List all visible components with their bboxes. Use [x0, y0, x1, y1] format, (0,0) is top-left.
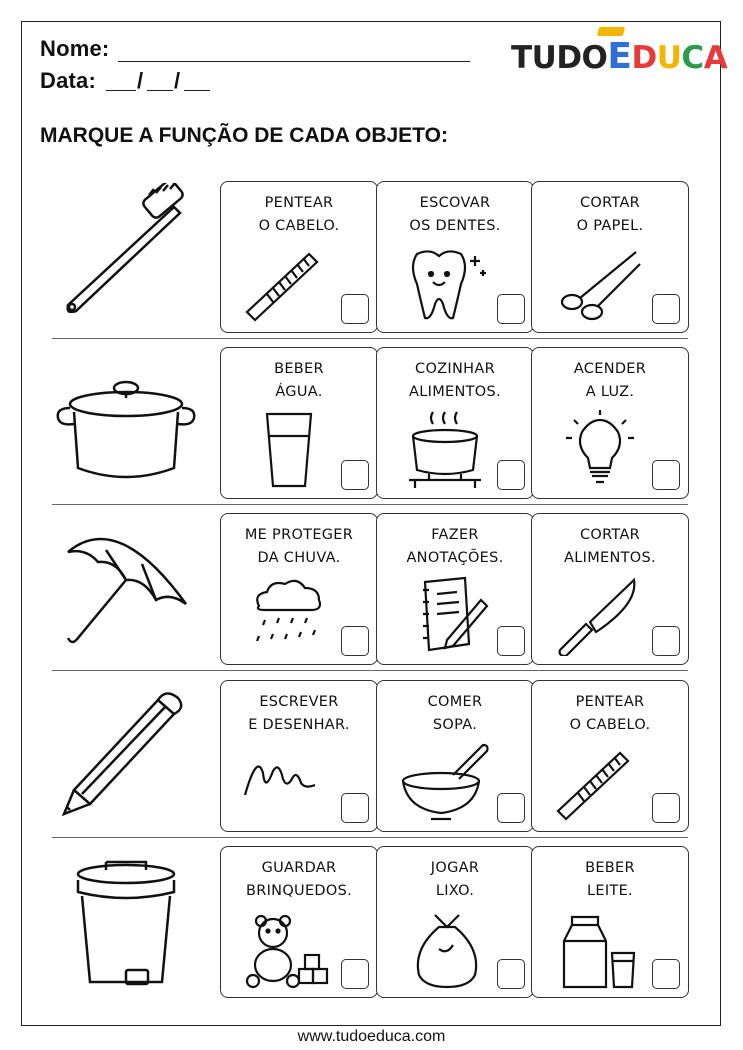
row-divider	[52, 504, 688, 505]
answer-checkbox[interactable]	[341, 959, 369, 989]
option-line1: BEBER	[585, 860, 635, 876]
option-line2: A LUZ.	[585, 384, 635, 400]
option-line1: PENTEAR	[264, 195, 334, 211]
option-line2: O CABELO.	[258, 218, 340, 234]
garbage-bag-icon	[395, 909, 495, 989]
option-line2: OS DENTES.	[409, 218, 501, 234]
option-line1: BEBER	[274, 361, 324, 377]
option-line1: ACENDER	[573, 361, 647, 377]
option-card[interactable]	[531, 181, 689, 333]
option-line1: ESCREVER	[259, 694, 339, 710]
option-card[interactable]	[531, 846, 689, 998]
option-line2: DA CHUVA.	[257, 550, 341, 566]
option-card[interactable]	[220, 846, 378, 998]
comb-icon	[239, 244, 339, 324]
answer-checkbox[interactable]	[497, 959, 525, 989]
milk-carton-icon	[550, 909, 650, 989]
answer-checkbox[interactable]	[341, 626, 369, 656]
option-card[interactable]	[376, 846, 534, 998]
option-line2: O CABELO.	[569, 717, 651, 733]
answer-checkbox[interactable]	[341, 294, 369, 324]
answer-checkbox[interactable]	[497, 460, 525, 490]
notebook-pencil-icon	[395, 576, 495, 656]
umbrella-icon	[46, 520, 206, 650]
page-title: MARQUE A FUNÇÃO DE CADA OBJETO:	[40, 124, 448, 147]
option-card[interactable]	[376, 513, 534, 665]
graduation-cap-icon	[597, 27, 625, 36]
option-line1: GUARDAR	[261, 860, 337, 876]
option-card[interactable]	[220, 680, 378, 832]
teddy-bear-icon	[239, 909, 339, 989]
scissors-icon	[550, 244, 650, 324]
option-card[interactable]	[376, 181, 534, 333]
option-line2: ANOTAÇÕES.	[406, 550, 504, 566]
row-divider	[52, 837, 688, 838]
option-line2: ALIMENTOS.	[409, 384, 501, 400]
option-line1: ESCOVAR	[419, 195, 491, 211]
option-line1: PENTEAR	[575, 694, 645, 710]
answer-checkbox[interactable]	[652, 959, 680, 989]
name-input-line[interactable]	[118, 61, 470, 62]
option-line2: BRINQUEDOS.	[245, 883, 353, 899]
soup-bowl-icon	[395, 743, 495, 823]
date-year-line[interactable]	[184, 90, 210, 91]
date-separator: /	[174, 68, 181, 93]
tooth-icon	[395, 244, 495, 324]
option-line1: ME PROTEGER	[244, 527, 354, 543]
toothbrush-icon	[46, 183, 206, 313]
lightbulb-icon	[550, 410, 650, 490]
answer-checkbox[interactable]	[341, 460, 369, 490]
date-separator: /	[137, 68, 144, 93]
pot-on-stove-icon	[395, 410, 495, 490]
option-line2: LIXO.	[435, 883, 475, 899]
row-divider	[52, 670, 688, 671]
logo: TUDOEDUCA	[511, 36, 728, 77]
cooking-pot-icon	[46, 368, 206, 498]
option-card[interactable]	[220, 513, 378, 665]
answer-checkbox[interactable]	[497, 626, 525, 656]
answer-checkbox[interactable]	[652, 460, 680, 490]
option-card[interactable]	[376, 347, 534, 499]
option-card[interactable]	[531, 680, 689, 832]
option-line1: COZINHAR	[415, 361, 495, 377]
answer-checkbox[interactable]	[652, 793, 680, 823]
scribble-icon	[239, 743, 339, 823]
option-line1: JOGAR	[430, 860, 480, 876]
comb-icon	[550, 743, 650, 823]
answer-checkbox[interactable]	[497, 294, 525, 324]
option-line1: CORTAR	[579, 527, 641, 543]
answer-checkbox[interactable]	[652, 626, 680, 656]
row-divider	[52, 338, 688, 339]
option-card[interactable]	[531, 513, 689, 665]
trash-can-icon	[46, 856, 206, 986]
date-day-line[interactable]	[106, 90, 136, 91]
option-line2: O PAPEL.	[576, 218, 644, 234]
name-label: Nome:	[40, 36, 110, 61]
option-card[interactable]	[220, 181, 378, 333]
option-card[interactable]	[531, 347, 689, 499]
option-card[interactable]	[220, 347, 378, 499]
answer-checkbox[interactable]	[341, 793, 369, 823]
option-line2: ÁGUA.	[275, 384, 323, 400]
answer-checkbox[interactable]	[497, 793, 525, 823]
option-card[interactable]	[376, 680, 534, 832]
answer-checkbox[interactable]	[652, 294, 680, 324]
option-line2: ALIMENTOS.	[564, 550, 656, 566]
date-label: Data:	[40, 68, 97, 93]
option-line2: SOPA.	[432, 717, 478, 733]
rain-cloud-icon	[239, 576, 339, 656]
option-line2: LEITE.	[587, 883, 633, 899]
date-month-line[interactable]	[147, 90, 173, 91]
knife-icon	[550, 576, 650, 656]
option-line2: E DESENHAR.	[248, 717, 350, 733]
option-line1: COMER	[427, 694, 483, 710]
option-line1: FAZER	[431, 527, 479, 543]
footer-url[interactable]: www.tudoeduca.com	[297, 1028, 446, 1045]
glass-of-water-icon	[239, 410, 339, 490]
pencil-icon	[46, 686, 206, 816]
option-line1: CORTAR	[579, 195, 641, 211]
